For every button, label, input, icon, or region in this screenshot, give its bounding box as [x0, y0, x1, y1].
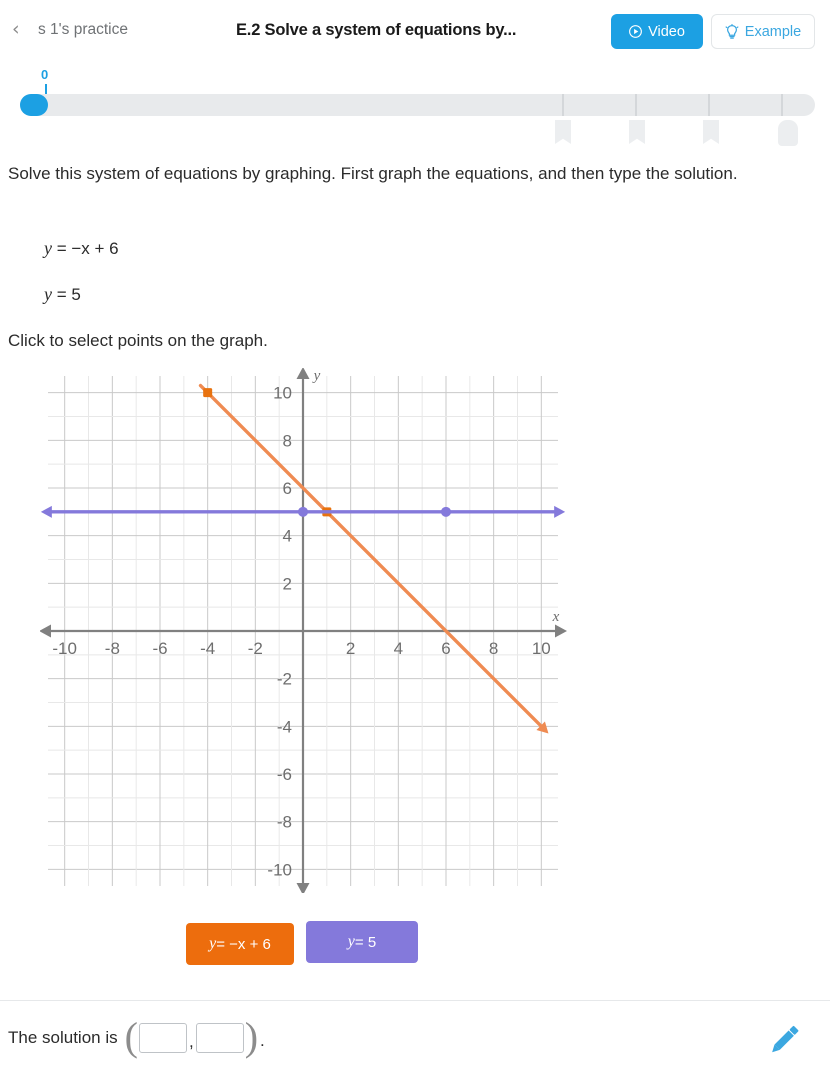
graph-canvas[interactable] [40, 368, 570, 893]
y-tick-label: 10 [273, 383, 292, 403]
solution-y-input[interactable] [196, 1023, 244, 1053]
y-axis-arrow-down [297, 883, 310, 893]
chip-purple-expression: = 5 [354, 933, 377, 951]
progress-tick [781, 94, 783, 116]
equation-2 [44, 284, 81, 305]
y-tick-label: 8 [282, 431, 292, 451]
y-tick-label: ‐8 [276, 812, 292, 832]
x-tick-label: 8 [488, 639, 499, 658]
y-tick-label: ‐10 [267, 860, 292, 880]
progress-fill [20, 94, 48, 116]
breadcrumb[interactable]: s 1's practice [38, 21, 128, 38]
pencil-button[interactable] [757, 1014, 811, 1068]
plotted-point[interactable] [203, 388, 212, 397]
progress-tick [635, 94, 637, 116]
x-tick-label: ‐6 [152, 639, 168, 658]
score-label: 0 [41, 67, 49, 82]
chip-purple-variable: y [347, 933, 355, 950]
y-axis-label: y [313, 368, 321, 384]
equation-chip-orange[interactable] [186, 923, 294, 965]
example-button-label: Example [744, 23, 802, 40]
plotted-point[interactable] [441, 507, 451, 517]
equation-2-expression: = 5 [52, 285, 81, 304]
y-tick-label: 4 [282, 526, 292, 546]
x-tick-label: 6 [441, 639, 451, 658]
milestone-ribbon-icon [703, 120, 719, 144]
x-tick-label: ‐8 [104, 639, 120, 658]
x-tick-label: 10 [531, 639, 551, 658]
play-icon [629, 25, 642, 38]
chip-orange-variable: y [209, 935, 217, 952]
equation-1 [44, 238, 119, 259]
close-paren: ) [244, 1014, 259, 1059]
series-arrow-end-2 [554, 506, 565, 518]
milestone-trophy-icon [778, 120, 798, 146]
equation-1-expression: = −x + 6 [52, 239, 119, 258]
solution-x-input[interactable] [139, 1023, 187, 1053]
x-axis-label: x [552, 609, 560, 625]
progress-tick [708, 94, 710, 116]
progress-section [0, 62, 830, 146]
series-arrow-start-2 [41, 506, 52, 518]
example-button[interactable] [711, 14, 815, 49]
lightbulb-icon [725, 24, 739, 40]
video-button[interactable] [611, 14, 703, 49]
y-axis-arrow-up [297, 368, 310, 379]
x-tick-label: 4 [393, 639, 404, 658]
app-header [0, 0, 830, 62]
y-tick-label: ‐2 [276, 669, 292, 689]
milestone-ribbon-icon [629, 120, 645, 144]
open-paren: ( [124, 1014, 138, 1059]
x-tick-label: 2 [345, 639, 356, 658]
y-tick-label: ‐6 [276, 764, 292, 784]
solution-comma: , [188, 1032, 194, 1051]
equation-1-variable: y [44, 238, 52, 258]
y-tick-label: 6 [282, 479, 292, 499]
y-tick-label: ‐4 [276, 717, 292, 737]
milestone-ribbon-icon [555, 120, 571, 144]
coordinate-graph[interactable] [40, 368, 570, 893]
question-prompt: Solve this system of equations by graphing. First graph the equations, and then type the solution. [8, 164, 738, 183]
pencil-icon [759, 1053, 809, 1068]
x-axis-arrow-right [555, 625, 567, 638]
x-tick-label: ‐10 [52, 639, 77, 658]
graph-hint: Click to select points on the graph. [8, 331, 268, 350]
solution-label: The solution is [8, 1028, 118, 1047]
progress-track[interactable] [20, 94, 815, 116]
equation-chip-purple[interactable] [306, 921, 418, 963]
footer-divider [0, 1000, 830, 1001]
y-tick-label: 2 [282, 574, 292, 594]
x-axis-arrow-left [40, 625, 51, 638]
page-title: E.2 Solve a system of equations by... [236, 21, 517, 39]
x-tick-label: ‐4 [200, 639, 216, 658]
solution-period: . [260, 1031, 265, 1050]
plotted-point[interactable] [298, 507, 308, 517]
x-tick-label: ‐2 [247, 639, 263, 658]
back-chevron-icon[interactable]: ‹ [12, 18, 20, 40]
equation-2-variable: y [44, 284, 52, 304]
chip-orange-expression: = −x + 6 [216, 935, 271, 953]
progress-tick [562, 94, 564, 116]
solution-row [8, 1014, 265, 1059]
video-button-label: Video [648, 23, 685, 40]
series-line-1[interactable] [201, 383, 545, 730]
